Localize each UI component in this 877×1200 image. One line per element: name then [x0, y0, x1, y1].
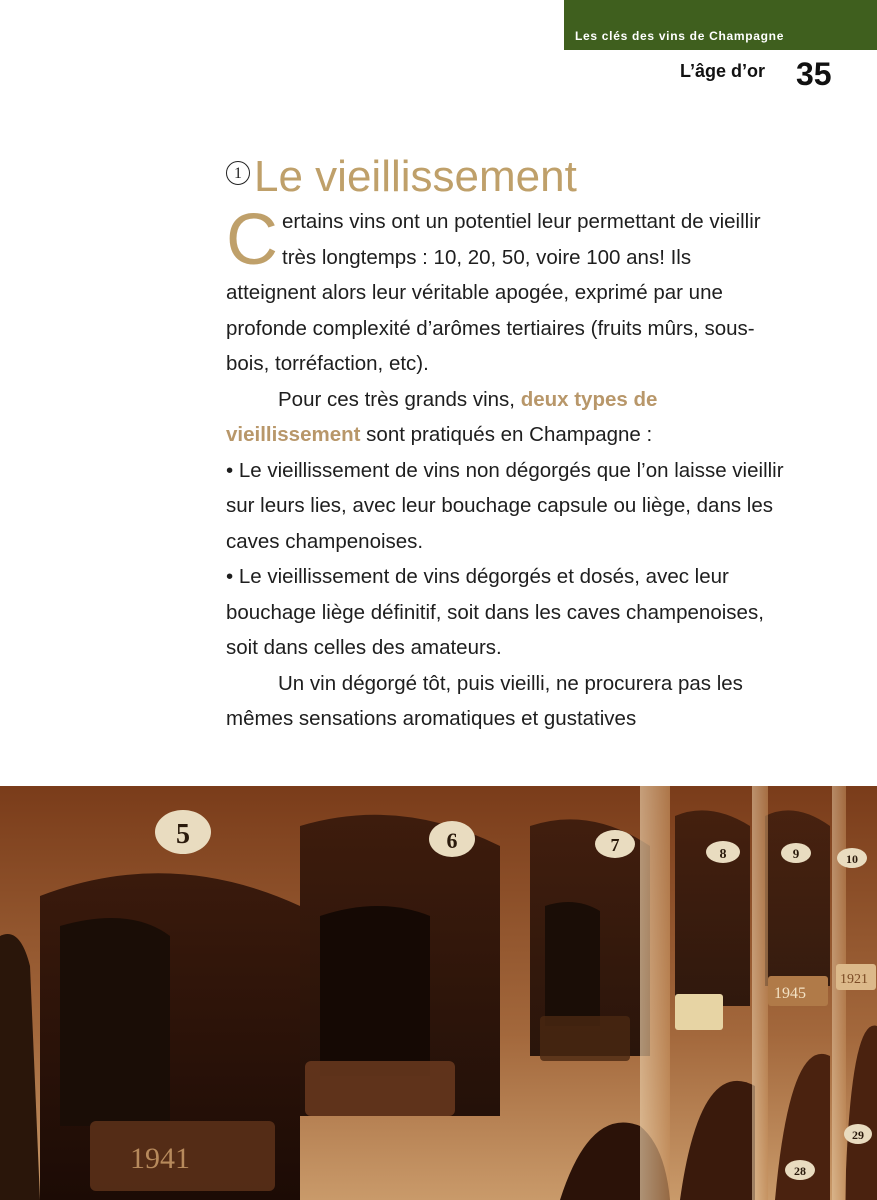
page-number: 35 — [796, 56, 832, 92]
bullet-item-1: • Le vieillissement de vins non dégorgés que l’on laisse vieillir sur leurs lies, avec leur bouchage capsule ou liège, dans les caves champenoises. — [226, 458, 784, 553]
article-heading — [226, 152, 577, 202]
header-band-text: Les clés des vins de Champagne — [575, 29, 785, 43]
header-band — [564, 0, 877, 50]
svg-text:29: 29 — [852, 1128, 864, 1142]
bin-plaque-5 — [155, 810, 211, 854]
bullet-item-2: • Le vieillissement de vins dégorgés et dosés, avec leur bouchage liège définitif, soit dans les caves champenoises, soit dans celles des amateurs. — [226, 565, 764, 659]
bin-plaque-8 — [706, 841, 740, 863]
paragraph-types-start: Pour ces très grands vins, — [278, 387, 521, 411]
bin-plaque-28 — [785, 1160, 815, 1180]
paragraph-types — [226, 382, 786, 453]
article-title: Le vieillissement — [254, 152, 577, 201]
svg-text:28: 28 — [794, 1164, 806, 1178]
svg-text:6: 6 — [446, 828, 458, 853]
svg-text:5: 5 — [176, 819, 190, 850]
year-label-1: 1941 — [130, 1142, 190, 1175]
year-label-2: 1945 — [774, 985, 806, 1002]
svg-text:7: 7 — [610, 835, 620, 855]
svg-text:9: 9 — [792, 846, 800, 861]
bin-plaque-9 — [781, 843, 811, 863]
highlight-text: deux types de vieillissement — [226, 387, 658, 446]
svg-text:10: 10 — [846, 852, 858, 866]
section-number-badge: 1 — [226, 161, 250, 185]
paragraph-intro-text: ertains vins ont un potentiel leur permettant de vieillir très longtemps : 10, 20, 50, voire 100 ans! Ils atteignent alors leur véritable apogée, exprimé par une profonde complexité d’arômes tertiaires (fruits mûrs, sous-bois, torréfaction, etc). — [226, 210, 761, 375]
svg-text:8: 8 — [719, 847, 727, 862]
bin-plaque-6 — [429, 821, 475, 857]
bin-plaque-29 — [844, 1124, 872, 1144]
year-label-3: 1921 — [840, 972, 868, 987]
bin-plaque-7 — [595, 830, 635, 858]
drop-cap: C — [226, 200, 278, 280]
paragraph-intro — [226, 200, 786, 382]
section-title: L’âge d’or — [680, 61, 766, 81]
article-body — [226, 200, 786, 737]
cellar-illustration — [0, 786, 877, 1200]
paragraph-conclusion: Un vin dégorgé tôt, puis vieilli, ne procurera pas les mêmes sensations aromatiques et gustatives — [226, 671, 743, 730]
paragraph-types-end: sont pratiqués en Champagne : — [360, 423, 653, 446]
wine-cellar-photo — [0, 786, 877, 1200]
bin-plaque-10 — [837, 848, 867, 868]
